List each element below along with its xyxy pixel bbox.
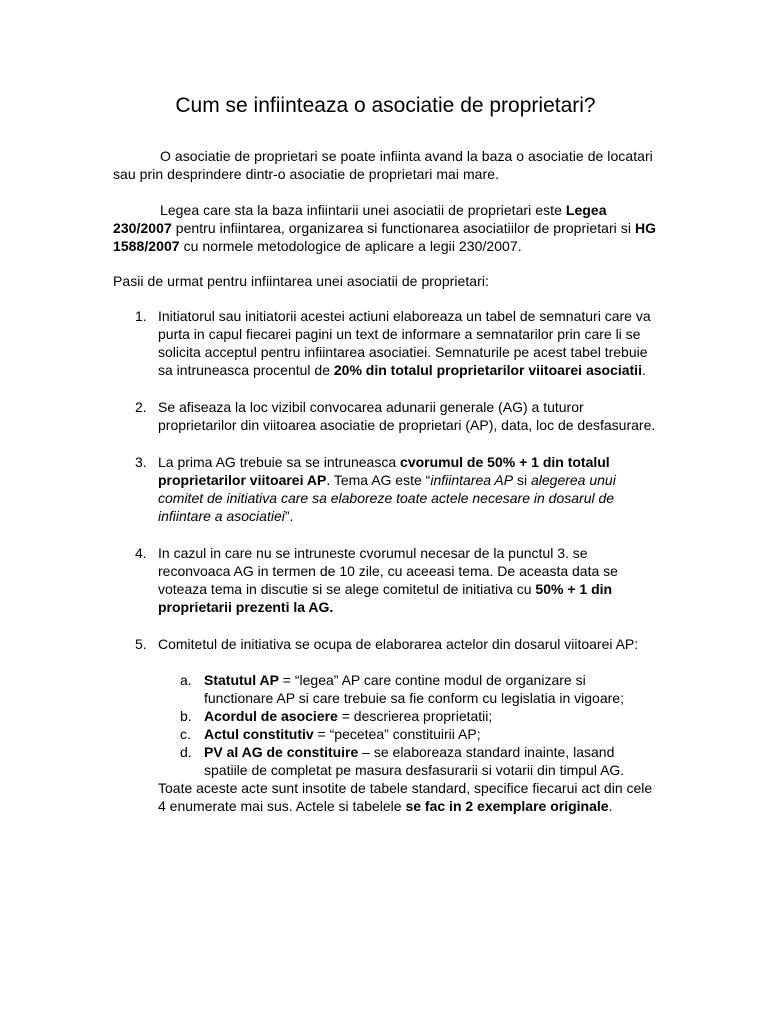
sublist-item-act [158, 725, 658, 743]
document-name: Statutul AP [204, 672, 279, 688]
document-name: Actul constitutiv [204, 726, 314, 742]
sublist-item-pv [158, 743, 658, 779]
intro-paragraph-3: Pasii de urmat pentru infiintarea unei asociatii de proprietari: [113, 273, 489, 289]
intro-p2-text-e: cu normele metodologice de aplicare a legii 230/2007. [179, 238, 522, 254]
step-emphasis: 50% + 1 din proprietarii prezenti la AG. [158, 581, 613, 615]
documents-note [158, 779, 658, 815]
intro-p2-text-c: pentru infiintarea, organizarea si functionarea asociatiilor de proprietari si [171, 220, 635, 236]
list-number: 2. [135, 399, 147, 415]
list-number: 4. [135, 545, 147, 561]
list-number: 1. [135, 308, 147, 324]
sublist-item-acord [158, 707, 658, 725]
note-text: Toate aceste acte sunt insotite de tabele standard, specifice fiecarui act din cele 4 enumerate mai sus. Actele si tabelele [158, 780, 653, 814]
list-number: 5. [135, 636, 147, 652]
steps-list [113, 307, 658, 834]
document-description: = descrierea proprietatii; [337, 708, 493, 724]
intro-p2-text-a: Legea care sta la baza infiintarii unei asociatii de proprietari este [160, 202, 566, 218]
page-title: Cum se infiinteaza o asociatie de proprietari? [175, 94, 596, 117]
document-name: Acordul de asociere [204, 708, 338, 724]
step-italic: alegerea unui comitet de initiativa care sa elaboreze toate actele necesare in dosarul de infiintare a asociatiei [158, 472, 616, 524]
step-text: . Tema AG este “ [326, 472, 431, 488]
note-text: . [608, 798, 613, 814]
sublist-letter: a. [180, 672, 192, 688]
document-description: = “legea” AP care contine modul de organizare si functionare AP si care trebuie sa fie conform cu legislatia in vigoare; [204, 672, 624, 706]
step-text: Initiatorul sau initiatorii acestei actiuni elaboreaza un tabel de semnaturi care va purta in capul fiecarei pagini un text de informare a semnatarilor prin care li se solicita acceptul pentru infiintarea asociatiei. Semnaturile pe acest tabel trebuie sa intruneasca procentul de [158, 308, 651, 378]
list-item-step-2 [113, 398, 658, 434]
step-text: . [641, 362, 646, 378]
step-text: ”. [284, 508, 294, 524]
list-item-step-4 [113, 544, 658, 616]
intro-paragraph-2 [113, 201, 658, 255]
step-text: Comitetul de initiativa se ocupa de elaborarea actelor din dosarul viitoarei AP: [158, 636, 639, 652]
document-name: PV al AG de constituire [204, 744, 359, 760]
step-text: La prima AG trebuie sa se intruneasca [158, 454, 401, 470]
law-reference: Legea 230/2007 [113, 202, 607, 236]
step-text: Se afiseaza la loc vizibil convocarea adunarii generale (AG) a tuturor proprietarilor din viitoarea asociatie de proprietari (AP), data, loc de desfasurare. [158, 399, 656, 433]
step-emphasis: 20% din totalul proprietarilor viitoarei asociatii [333, 362, 642, 378]
sublist-item-statut [158, 671, 658, 707]
documents-sublist [158, 671, 658, 779]
sublist-letter: d. [180, 744, 192, 760]
hg-reference: HG 1588/2007 [113, 220, 657, 254]
step-text: si [513, 472, 531, 488]
list-item-step-5 [113, 635, 658, 815]
list-item-step-1 [113, 307, 658, 379]
list-item-step-3 [113, 453, 658, 525]
step-text: In cazul in care nu se intruneste cvorumul necesar de la punctul 3. se reconvoaca AG in termen de 10 zile, cu aceeasi tema. De aceasta data se voteaza tema in discutie si se alege comitetul de initiativa cu [158, 545, 618, 597]
document-description: = “pecetea” constituirii AP; [313, 726, 481, 742]
step-italic: infiintarea AP [430, 472, 514, 488]
sublist-letter: c. [180, 726, 191, 742]
note-emphasis: se fac in 2 exemplare originale [405, 798, 609, 814]
list-number: 3. [135, 454, 147, 470]
step-emphasis: cvorumul de 50% + 1 din totalul proprietarilor viitoarei AP [158, 454, 610, 488]
document-description: – se elaboreaza standard inainte, lasand spatiile de completat pe masura desfasurarii si votarii din timpul AG. [204, 744, 625, 778]
intro-paragraph-1: O asociatie de proprietari se poate infiinta avand la baza o asociatie de locatari sau prin desprindere dintr-o asociatie de proprietari mai mare. [113, 148, 653, 182]
sublist-letter: b. [180, 708, 192, 724]
